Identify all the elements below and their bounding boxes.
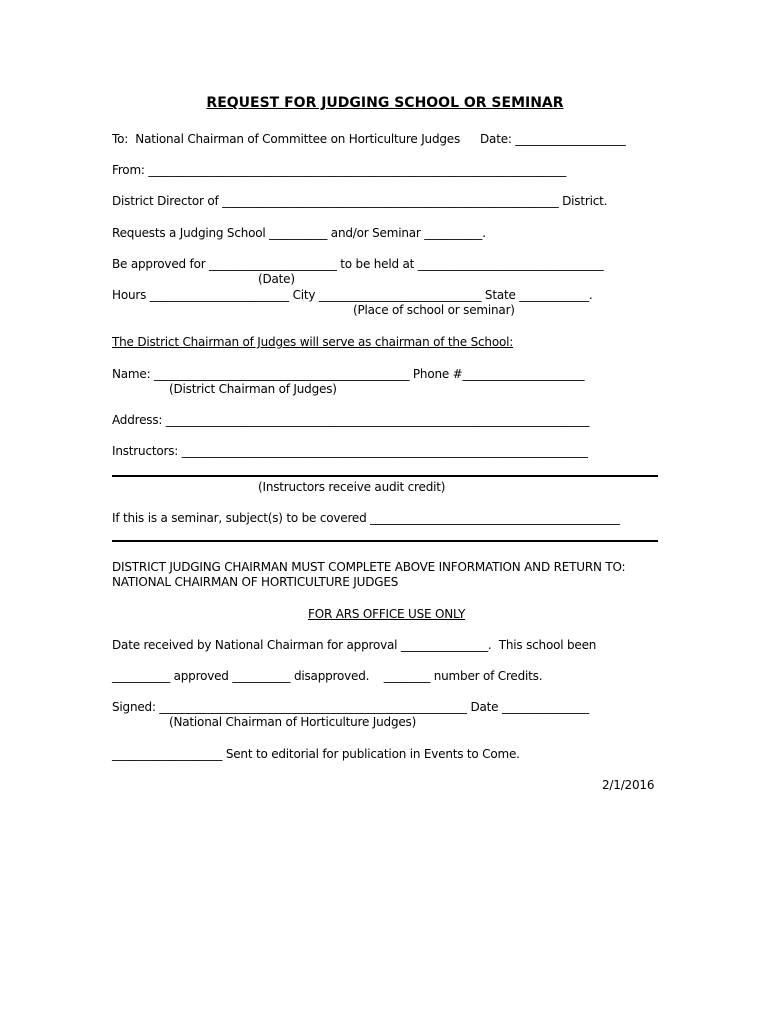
place-label: (Place of school or seminar) — [353, 303, 515, 317]
approval-field[interactable]: __________ approved __________ disapproved. ________ number of Credits. — [112, 669, 543, 683]
to-line: To: National Chairman of Committee on Horticulture Judges — [112, 132, 461, 146]
signed-date-field[interactable]: Signed: _____________________________________________________ Date _______________ — [112, 700, 589, 714]
divider-top — [112, 475, 658, 477]
editorial-field[interactable]: ___________________ Sent to editorial for publication in Events to Come. — [112, 747, 520, 761]
seminar-subjects-field[interactable]: If this is a seminar, subject(s) to be covered ___________________________________________ — [112, 511, 620, 525]
instructors-note: (Instructors receive audit credit) — [258, 480, 446, 494]
requests-field[interactable]: Requests a Judging School __________ and/or Seminar __________. — [112, 226, 486, 240]
return-instruction-1: DISTRICT JUDGING CHAIRMAN MUST COMPLETE ABOVE INFORMATION AND RETURN TO: — [112, 560, 626, 574]
hours-city-state-field[interactable]: Hours ________________________ City ____________________________ State ____________. — [112, 288, 593, 302]
name-label: (District Chairman of Judges) — [169, 382, 337, 396]
address-field[interactable]: Address: _________________________________________________________________________ — [112, 413, 590, 427]
date-received-field[interactable]: Date received by National Chairman for approval _______________. This school been — [112, 638, 597, 652]
form-title: REQUEST FOR JUDGING SCHOOL OR SEMINAR — [206, 95, 564, 111]
from-field[interactable]: From: ________________________________________________________________________ — [112, 163, 566, 177]
date-label: (Date) — [258, 272, 295, 286]
signed-label: (National Chairman of Horticulture Judges) — [169, 715, 417, 729]
return-instruction-2: NATIONAL CHAIRMAN OF HORTICULTURE JUDGES — [112, 575, 399, 589]
date-field[interactable]: Date: ___________________ — [480, 132, 626, 146]
footer-date: 2/1/2016 — [602, 778, 655, 792]
approved-for-field[interactable]: Be approved for ______________________ to be held at ________________________________ — [112, 257, 604, 271]
divider-bottom — [112, 540, 658, 542]
office-use-heading: FOR ARS OFFICE USE ONLY — [308, 607, 466, 621]
name-phone-field[interactable]: Name: ____________________________________________ Phone #_____________________ — [112, 367, 585, 381]
district-director-field[interactable]: District Director of __________________________________________________________ District. — [112, 194, 608, 208]
instructors-field[interactable]: Instructors: ______________________________________________________________________ — [112, 444, 588, 458]
chairman-statement: The District Chairman of Judges will serve as chairman of the School: — [112, 335, 514, 349]
